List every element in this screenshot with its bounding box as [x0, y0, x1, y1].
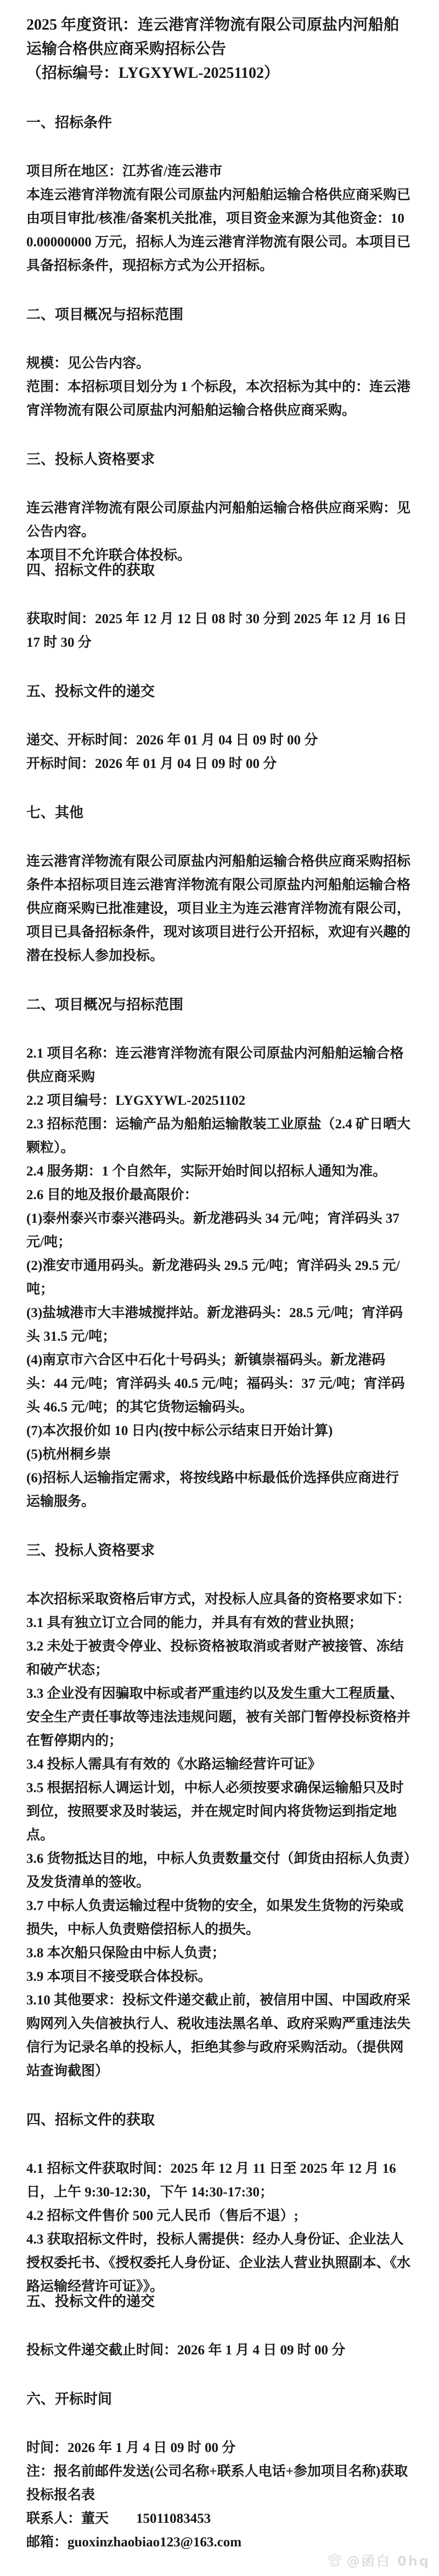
section-heading: 七、其他 [26, 805, 84, 821]
paragraph: 4.2 招标文件售价 500 元人民币（售后不退）; [26, 2208, 299, 2223]
section-heading: 六、开标时间 [26, 2391, 112, 2407]
paragraph: 2.2 项目编号：LYGXYWL-20251102 [26, 1093, 246, 1108]
paragraph: (4)南京市六合区中石化十号码头；新镇崇福码头。新龙港码头：44 元/吨；宵洋码头 40.5 元/吨；福码头：37 元/吨；宵洋码头 46.5 元/吨；的其它货物运输码头。 [26, 1353, 405, 1415]
watermark [327, 2550, 430, 2569]
paragraph: 3.10 其他要求：投标文件递交截止前，被信用中国、中国政府采购网列入失信被执行人、税收违法黑名单、政府采购严重违法失信行为记录名单的投标人，拒绝其参与政府采购活动。（提供网站查询截图） [26, 1993, 411, 2078]
section-heading: 一、招标条件 [26, 115, 112, 131]
document-title-line: 2025 年度资讯：连云港宵洋物流有限公司原盐内河船舶运输合格供应商采购招标公告 [26, 16, 399, 58]
paragraph: 项目所在地区：江苏省/连云港市 [26, 164, 222, 179]
section-heading: 四、招标文件的获取 [26, 2112, 155, 2128]
section-heading: 五、投标文件的递交 [26, 2293, 155, 2309]
paragraph: 3.6 货物抵达目的地，中标人负责数量交付（卸货由招标人负责）及发货清单的签收。 [26, 1851, 411, 1890]
paragraph: 邮箱：guoxinzhaobiao123@163.com [26, 2535, 242, 2550]
paragraph: (5)杭州桐乡崇 [26, 1447, 111, 1462]
paragraph: 3.3 企业没有因骗取中标或者严重违约以及发生重大工程质量、安全生产责任事故等违法违规问题，被有关部门暂停投标资格并在暂停期内的； [26, 1686, 411, 1748]
section-heading: 五、投标文件的递交 [26, 683, 155, 699]
paragraph: (7)本次报价如 10 日内(按中标公示结束日开始计算) [26, 1423, 333, 1438]
paragraph: 连云港宵洋物流有限公司原盐内河船舶运输合格供应商采购招标条件本招标项目连云港宵洋物流有限公司原盐内河船舶运输合格供应商采购已批准建设，项目业主为连云港宵洋物流有限公司，项目已具备招标条件，现对该项目进行公开招标，欢迎有兴趣的潜在投标人参加投标。 [26, 854, 411, 963]
paragraph: 规模：见公告内容。 [26, 356, 150, 371]
paragraph: 2.4 服务期：1 个自然年，实际开始时间以招标人通知为准。 [26, 1164, 387, 1179]
paragraph: 开标时间：2026 年 01 月 04 日 09 时 00 分 [26, 756, 277, 771]
section-heading: 三、投标人资格要求 [26, 451, 155, 467]
paragraph: 范围：本招标项目划分为 1 个标段，本次招标为其中的：连云港宵洋物流有限公司原盐内河船舶运输合格供应商采购。 [26, 380, 411, 418]
paragraph: 获取时间：2025 年 12 月 12 日 08 时 30 分到 2025 年 12 月 16 日 17 时 30 分 [26, 612, 407, 650]
section-heading: 三、投标人资格要求 [26, 1543, 155, 1558]
paragraph: 注：报名前邮件发送(公司名称+联系人电话+参加项目名称)获取投标报名表 [26, 2464, 408, 2502]
paragraph: 本连云港宵洋物流有限公司原盐内河船舶运输合格供应商采购已由项目审批/核准/备案机关批准，项目资金来源为其他资金：100.00000000 万元，招标人为连云港宵洋物流有限公司。本项目已具备招标条件，现招标方式为公开招标。 [26, 188, 411, 273]
paragraph: 3.4 投标人需具有有效的《水路运输经营许可证》 [26, 1757, 322, 1772]
paragraph: 本次招标采取资格后审方式，对投标人应具备的资格要求如下： [26, 1592, 411, 1607]
paragraph: 2.3 招标范围：运输产品为船舶运输散装工业原盐（2.4 矿日晒大颗粒）。 [26, 1117, 411, 1155]
paragraph: 3.1 具有独立订立合同的能力，并具有有效的营业执照； [26, 1615, 363, 1630]
baidu-paw-icon [327, 2553, 343, 2567]
paragraph: 3.8 本次船只保险由中标人负责； [26, 1946, 226, 1961]
document-title-line: （招标编号：LYGXYWL-20251102） [26, 65, 280, 82]
section-heading: 四、招标文件的获取 [26, 562, 155, 578]
paragraph: 时间：2026 年 1 月 4 日 09 时 00 分 [26, 2441, 236, 2455]
paragraph: 递交、开标时间：2026 年 01 月 04 日 09 时 00 分 [26, 733, 318, 748]
paragraph: 投标文件递交截止时间：2026 年 1 月 4 日 09 时 00 分 [26, 2343, 346, 2358]
paragraph: (2)淮安市通用码头。新龙港码头 29.5 元/吨；宵洋码头 29.5 元/吨； [26, 1258, 400, 1297]
paragraph: 4.1 招标文件获取时间：2025 年 12 月 11 日至 2025 年 12 月 16 日，上午 9:30-12:30，下午 14:30-17:30； [26, 2161, 396, 2200]
svg-text:du: du [333, 2562, 341, 2566]
paragraph: 连云港宵洋物流有限公司原盐内河船舶运输合格供应商采购：见公告内容。 [26, 501, 411, 539]
section-heading: 二、项目概况与招标范围 [26, 997, 184, 1013]
paragraph: 2.6 目的地及报价最高限价： [26, 1188, 198, 1202]
document-body [26, 13, 413, 2554]
paragraph: (1)泰州泰兴市泰兴港码头。新龙港码头 34 元/吨；宵洋码头 37 元/吨； [26, 1211, 399, 1250]
paragraph: 联系人：董天 15011083453 [26, 2511, 211, 2526]
paragraph: (6)招标人运输指定需求，将按线路中标最低价选择供应商进行运输服务。 [26, 1471, 399, 1509]
paragraph: 本项目不允许联合体投标。 [26, 548, 192, 563]
watermark-text: @函白 0hq [346, 2554, 430, 2569]
paragraph: 3.2 未处于被责令停业、投标资格被取消或者财产被接管、冻结和破产状态； [26, 1639, 404, 1677]
section-heading: 二、项目概况与招标范围 [26, 307, 184, 323]
paragraph: 2.1 项目名称：连云港宵洋物流有限公司原盐内河船舶运输合格供应商采购 [26, 1046, 404, 1084]
paragraph: 4.3 获取招标文件时，投标人需提供：经办人身份证、企业法人授权委托书、《授权委托人身份证、企业法人营业执照副本、《水路运输经营许可证》》。 [26, 2232, 411, 2294]
paragraph: 3.9 本项目不接受联合体投标。 [26, 1969, 212, 1984]
paragraph: (3)盐城港市大丰港城搅拌站。新龙港码头：28.5 元/吨；宵洋码头 31.5 元/吨； [26, 1306, 403, 1344]
paragraph: 3.7 中标人负责运输过程中货物的安全，如果发生货物的污染或损失，中标人负责赔偿招标人的损失。 [26, 1899, 404, 1937]
paragraph: 3.5 根据招标人调运计划，中标人必须按要求确保运输船只及时到位，按照要求及时装运，并在规定时间内将货物运到指定地点。 [26, 1781, 404, 1843]
